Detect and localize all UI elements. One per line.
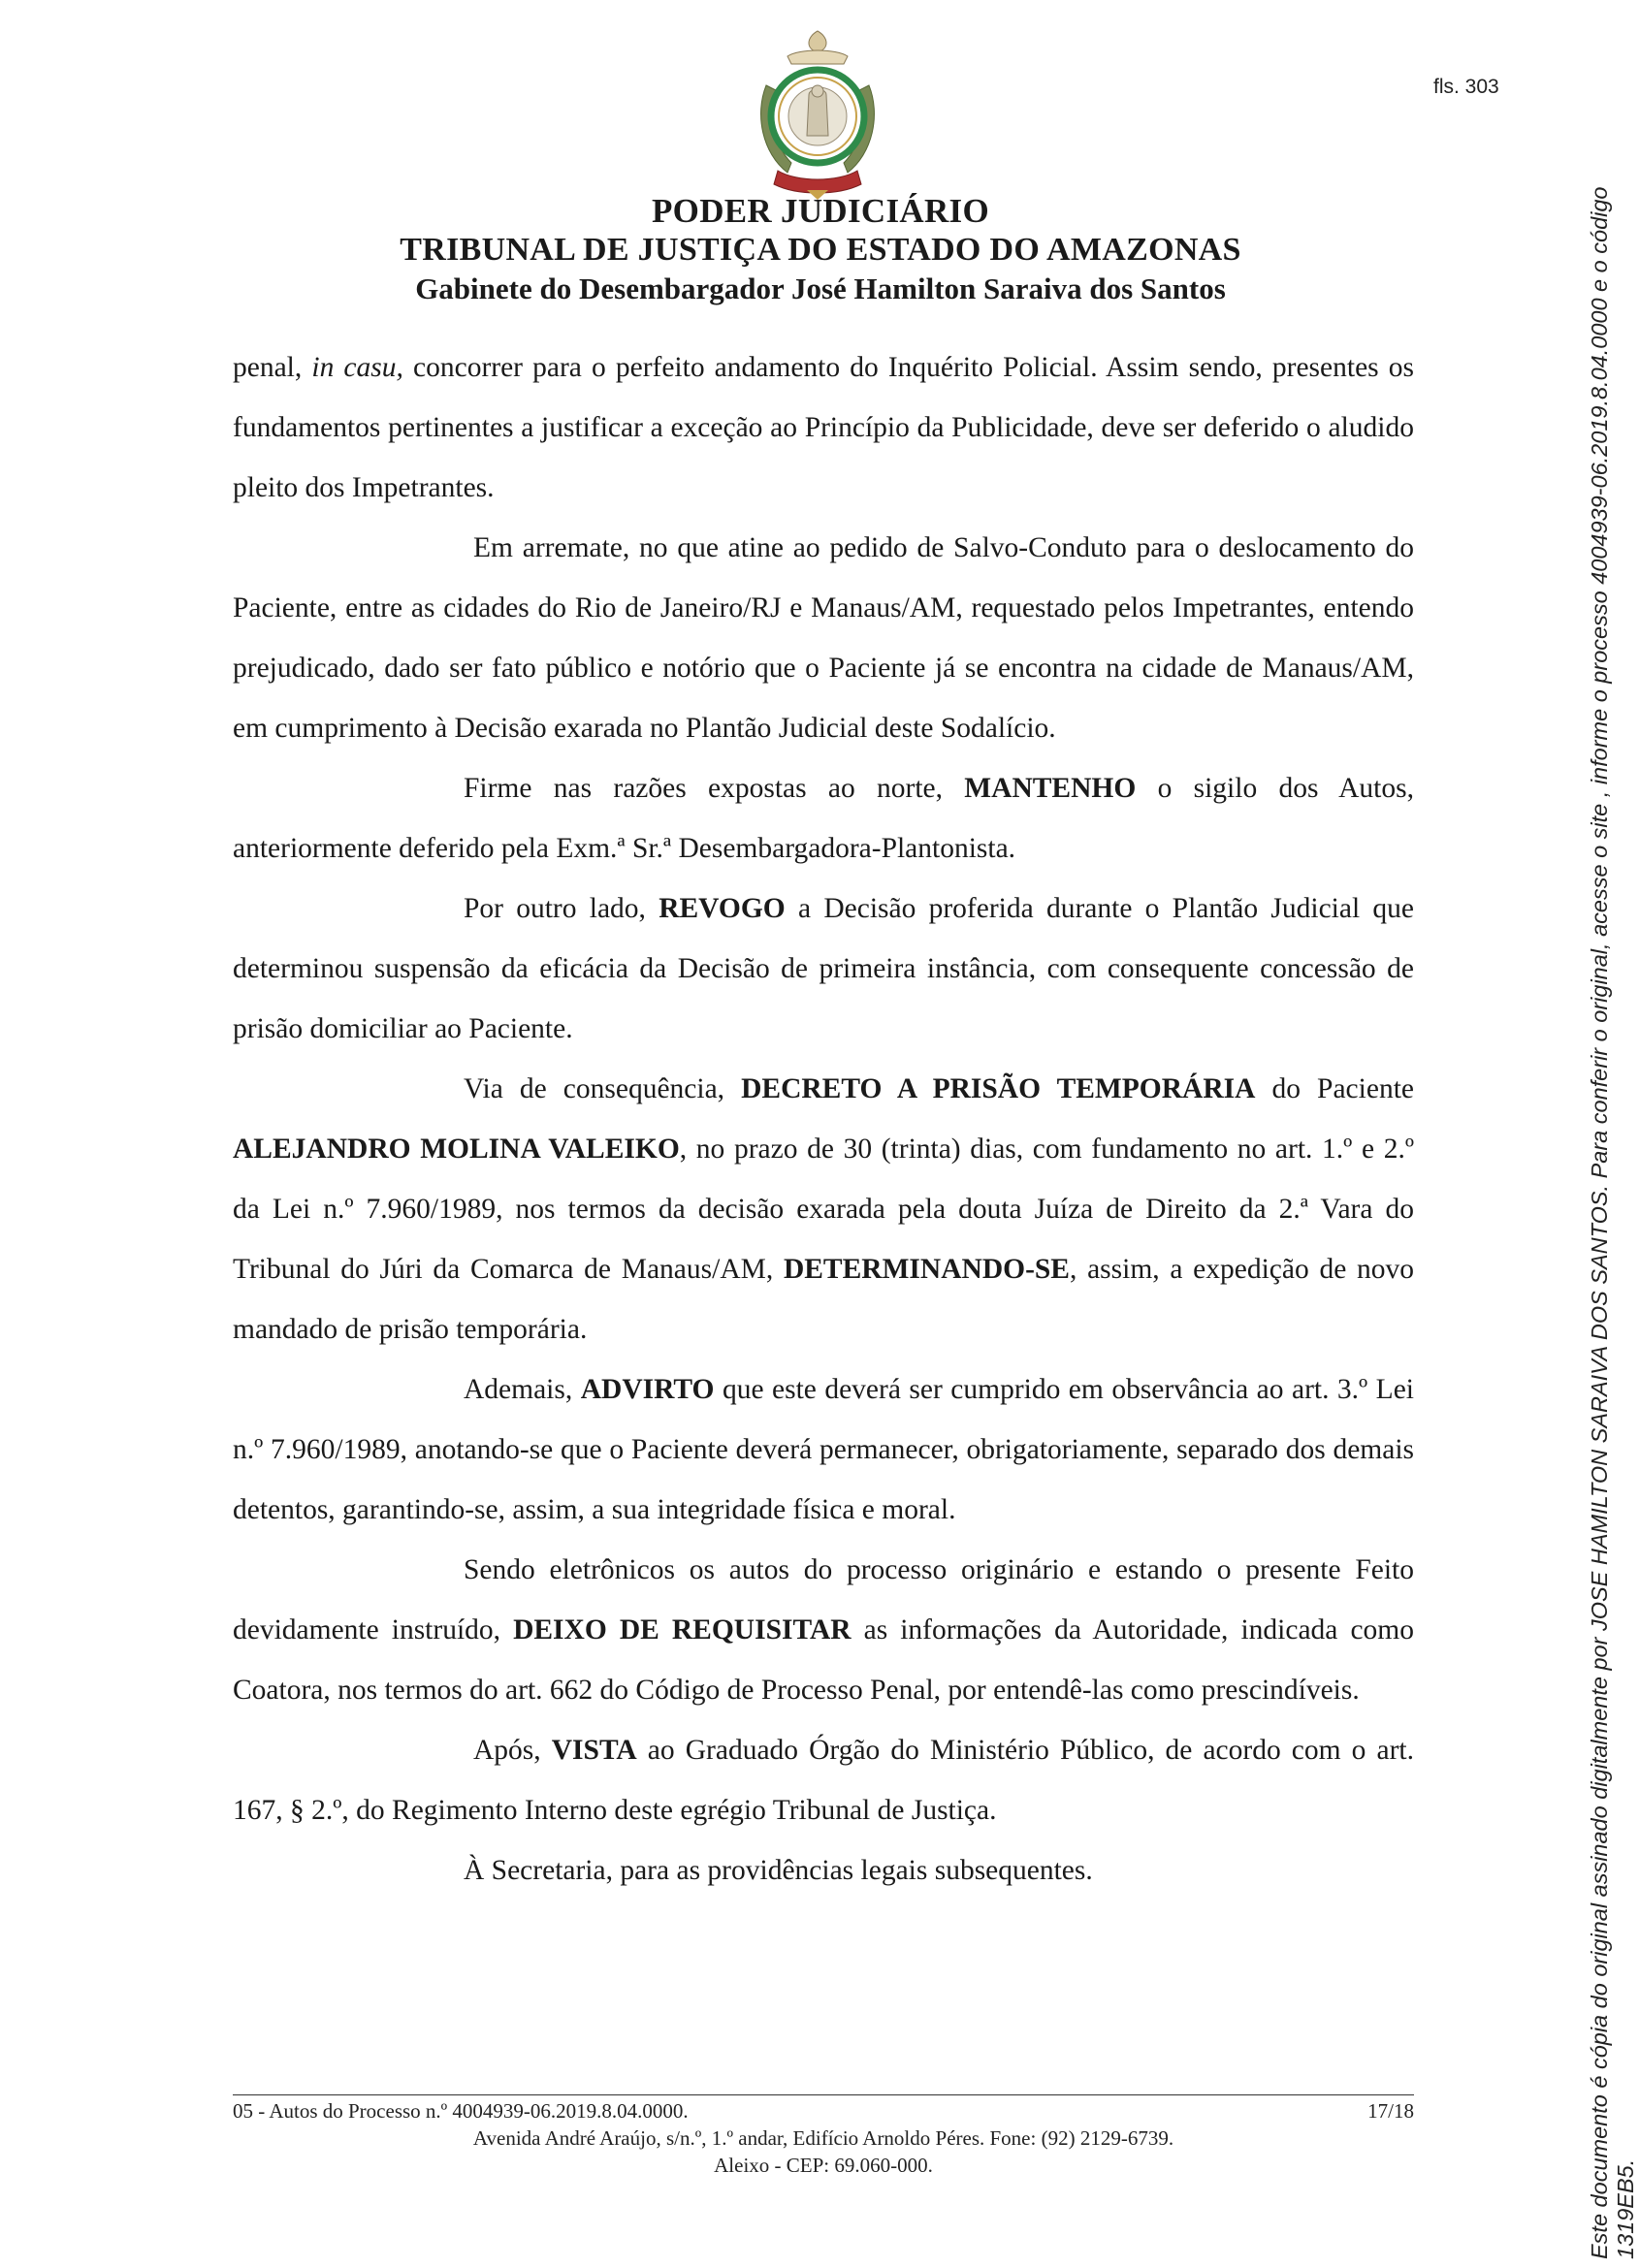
footer-cep: Aleixo - CEP: 69.060-000. [714, 2154, 933, 2177]
footer-process-number: 05 - Autos do Processo n.º 4004939-06.2019.8.04.0000. [233, 2099, 689, 2123]
document-body [233, 337, 1414, 1901]
paragraph-1: penal, in casu, concorrer para o perfeito andamento do Inquérito Policial. Assim sendo, presentes os fundamentos pertinentes a justificar a exceção ao Princípio da Publicidade, deve ser deferido o aludido pleito dos Impetrantes. [233, 352, 1414, 503]
paragraph-3: Firme nas razões expostas ao norte, MANTENHO o sigilo dos Autos, anteriormente deferido pela Exm.ª Sr.ª Desembargadora-Plantonista. [233, 773, 1414, 864]
side-note-line-2: 1319EB5. [1613, 2158, 1638, 2259]
footer-divider [233, 2094, 1414, 2095]
paragraph-9: À Secretaria, para as providências legais subsequentes. [464, 1855, 1093, 1886]
paragraph-4: Por outro lado, REVOGO a Decisão proferida durante o Plantão Judicial que determinou suspensão da eficácia da Decisão de primeira instância, com consequente concessão de prisão domiciliar ao Paciente. [233, 893, 1415, 1044]
paragraph-6: Ademais, ADVIRTO que este deverá ser cumprido em observância ao art. 3.º Lei n.º 7.960/1989, anotando-se que o Paciente deverá permanecer, obrigatoriamente, separado dos demais detentos, garantindo-se, assim, a sua integridade física e moral. [233, 1374, 1414, 1525]
document-header [233, 192, 1408, 308]
court-coat-of-arms [749, 27, 886, 202]
digital-signature-note [1587, 155, 1639, 2259]
paragraph-7: Sendo eletrônicos os autos do processo originário e estando o presente Feito devidamente instruído, DEIXO DE REQUISITAR as informações da Autoridade, indicada como Coatora, nos termos do art. 662 do Código de Processo Penal, por entendê-las como prescindíveis. [233, 1554, 1414, 1706]
document-footer [233, 2097, 1414, 2179]
page-number: fls. 303 [1433, 76, 1499, 98]
header-line-2: TRIBUNAL DE JUSTIÇA DO ESTADO DO AMAZONAS [400, 232, 1241, 268]
paragraph-2: Em arremate, no que atine ao pedido de Salvo-Conduto para o deslocamento do Paciente, entre as cidades do Rio de Janeiro/RJ e Manaus/AM, requestado pelos Impetrantes, entendo prejudicado, dado ser fato público e notório que o Paciente já se encontra na cidade de Manaus/AM, em cumprimento à Decisão exarada no Plantão Judicial deste Sodalício. [233, 532, 1414, 744]
header-line-1: PODER JUDICIÁRIO [651, 192, 989, 230]
header-line-3: Gabinete do Desembargador José Hamilton Saraiva dos Santos [415, 272, 1226, 305]
side-note-line-1: Este documento é cópia do original assinado digitalmente por JOSE HAMILTON SARAIVA DOS SANTOS. Para conferir o original, acesse o site , informe o processo 4004939-06.2019.8.04.0000 e o código [1587, 186, 1612, 2259]
footer-address: Avenida André Araújo, s/n.º, 1.º andar, Edifício Arnoldo Péres. Fone: (92) 2129-6739. [472, 2126, 1174, 2150]
paragraph-8: Após, VISTA ao Graduado Órgão do Ministério Público, de acordo com o art. 167, § 2.º, do Regimento Interno deste egrégio Tribunal de Justiça. [233, 1735, 1414, 1826]
paragraph-5: Via de consequência, DECRETO A PRISÃO TEMPORÁRIA do Paciente ALEJANDRO MOLINA VALEIKO, no prazo de 30 (trinta) dias, com fundamento no art. 1.º e 2.º da Lei n.º 7.960/1989, nos termos da decisão exarada pela douta Juíza de Direito da 2.ª Vara do Tribunal do Júri da Comarca de Manaus/AM, DETERMINANDO-SE, assim, a expedição de novo mandado de prisão temporária. [233, 1073, 1414, 1345]
footer-page-count: 17/18 [1367, 2099, 1414, 2123]
